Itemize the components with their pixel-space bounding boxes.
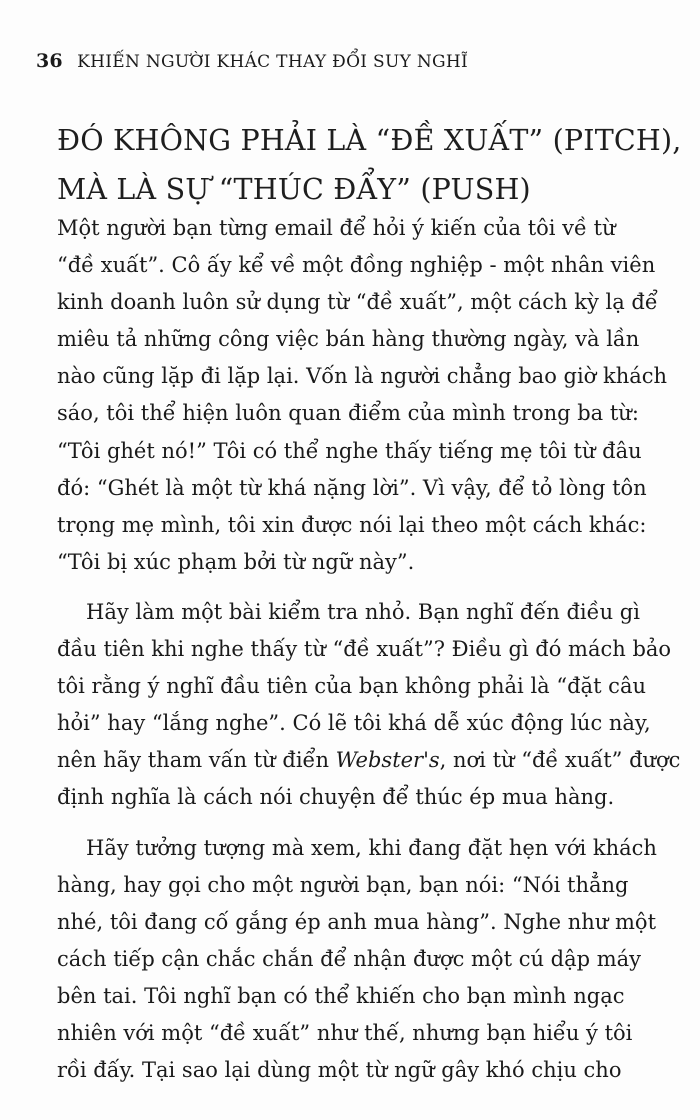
body-text (57, 210, 681, 1089)
text-fragment: nên hãy tham vấn từ điển (57, 748, 336, 773)
paragraph-2 (57, 594, 681, 817)
text-line: “Tôi bị xúc phạm bởi từ ngữ này”. (57, 549, 415, 574)
text-line: hỏi” hay “lắng nghe”. Có lẽ tôi khá dễ xúc động lúc này, (57, 711, 651, 736)
text-line: miêu tả những công việc bán hàng thường ngày, và lần (57, 327, 640, 352)
text-line: nào cũng lặp đi lặp lại. Vốn là người chẳng bao giờ khách (57, 364, 668, 389)
text-line: tôi rằng ý nghĩ đầu tiên của bạn không phải là “đặt câu (57, 674, 646, 699)
text-line: “Tôi ghét nó!” Tôi có thể nghe thấy tiếng mẹ tôi từ đâu (57, 438, 642, 463)
text-line: “đề xuất”. Cô ấy kể về một đồng nghiệp - một nhân viên (57, 253, 656, 278)
section-title-line-2: MÀ LÀ SỰ “THÚC ĐẨY” (PUSH) (57, 173, 531, 206)
section-title (57, 116, 682, 214)
text-line: hàng, hay gọi cho một người bạn, bạn nói: “Nói thẳng (57, 872, 629, 897)
text-line: nhiên với một “đề xuất” như thế, nhưng bạn hiểu ý tôi (57, 1020, 633, 1045)
text-line: kinh doanh luôn sử dụng từ “đề xuất”, một cách kỳ lạ để (57, 290, 658, 315)
text-line: Một người bạn từng email để hỏi ý kiến của tôi về từ (57, 216, 616, 240)
text-line: Hãy làm một bài kiểm tra nhỏ. Bạn nghĩ đến điều gì (86, 599, 640, 624)
text-line-with-italic (57, 742, 681, 779)
text-line: định nghĩa là cách nói chuyện để thúc ép mua hàng. (57, 785, 615, 810)
text-line: bên tai. Tôi nghĩ bạn có thể khiến cho bạn mình ngạc (57, 983, 625, 1008)
text-line: đầu tiên khi nghe thấy từ “đề xuất”? Điều gì đó mách bảo (57, 637, 672, 662)
section-title-line-1: ĐÓ KHÔNG PHẢI LÀ “ĐỀ XUẤT” (PITCH), (57, 124, 682, 157)
running-head (36, 50, 468, 72)
text-fragment: , nơi từ “đề xuất” được (439, 748, 681, 773)
text-line: Hãy tưởng tượng mà xem, khi đang đặt hẹn với khách (86, 835, 657, 860)
page-number: 36 (36, 50, 63, 72)
text-line: nhé, tôi đang cố gắng ép anh mua hàng”. Nghe như một (57, 909, 657, 934)
text-line: sáo, tôi thể hiện luôn quan điểm của mình trong ba từ: (57, 401, 639, 426)
text-line: đó: “Ghét là một từ khá nặng lời”. Vì vậy, để tỏ lòng tôn (57, 475, 647, 500)
text-line: cách tiếp cận chắc chắn để nhận được một cú dập máy (57, 946, 642, 971)
paragraph-1 (57, 210, 668, 581)
text-line: rồi đấy. Tại sao lại dùng một từ ngữ gây khó chịu cho (57, 1058, 622, 1083)
text-line: trọng mẹ mình, tôi xin được nói lại theo một cách khác: (57, 512, 647, 537)
paragraph-3 (57, 830, 657, 1090)
running-head-title: KHIẾN NGƯỜI KHÁC THAY ĐỔI SUY NGHĨ (77, 52, 469, 72)
dictionary-title-italic: Webster's (335, 748, 440, 773)
